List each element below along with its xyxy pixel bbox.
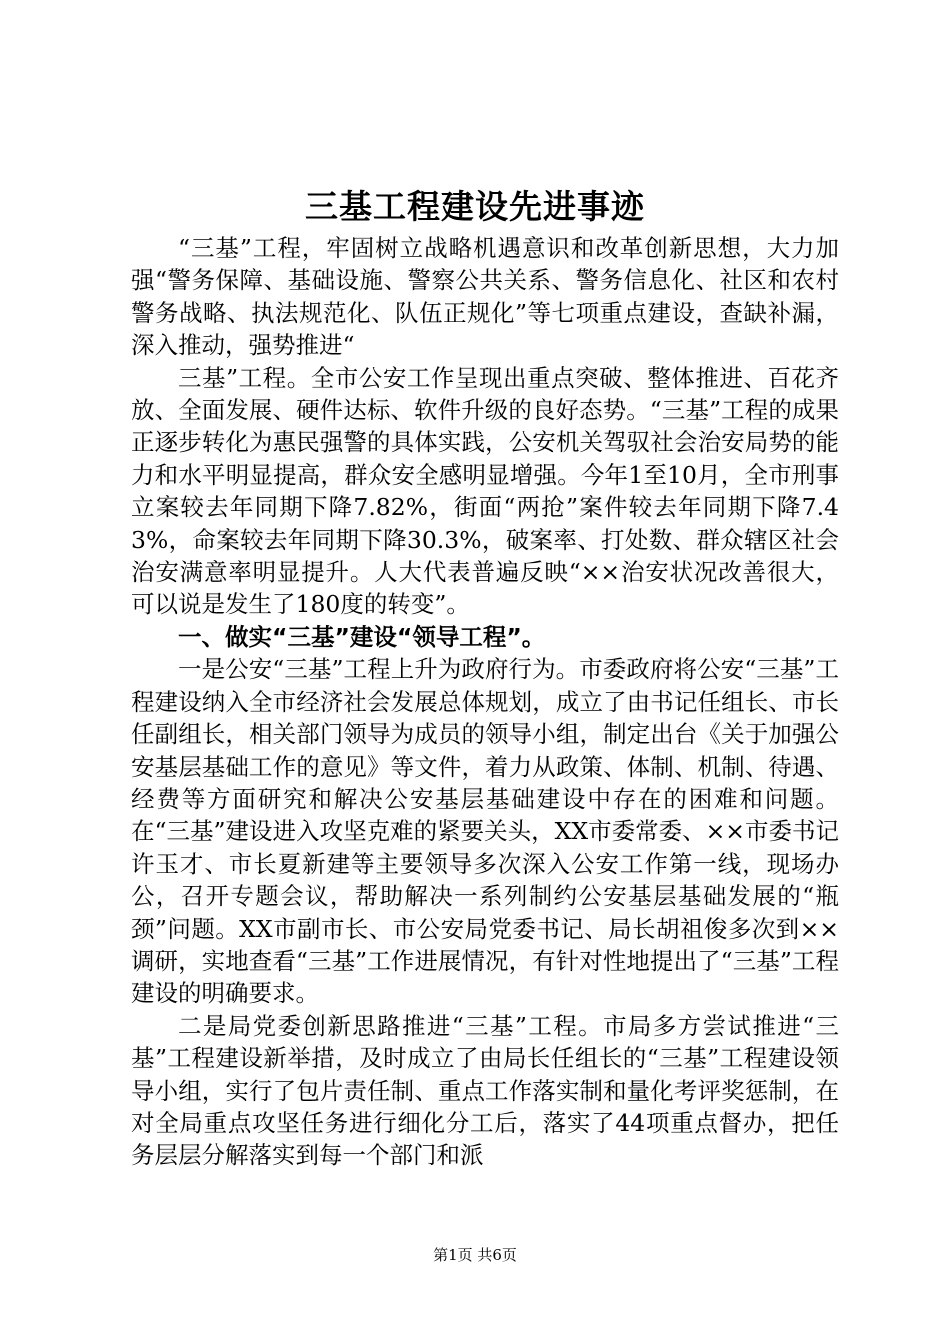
paragraph-intro: “三基”工程，牢固树立战略机遇意识和改革创新思想，大力加强“警务保障、基础设施、警察公共关系、警务信息化、社区和农村警务战略、执法规范化、队伍正规化”等七项重点建设，查缺补漏，深入推动，强势推进“ — [131, 234, 839, 360]
paragraph-government: 一是公安“三基”工程上升为政府行为。市委政府将公安“三基”工程建设纳入全市经济社会发展总体规划，成立了由书记任组长、市长任副组长，相关部门领导为成员的领导小组，制定出台《关于加强公安基层基础工作的意见》等文件，着力从政策、体制、机制、待遇、经费等方面研究和解决公安基层基础建设中存在的困难和问题。在“三基”建设进入攻坚克难的紧要关头，XX市委常委、××市委书记许玉才、市长夏新建等主要领导多次深入公安工作第一线，现场办公，召开专题会议，帮助解决一系列制约公安基层基础发展的“瓶颈”问题。XX市副市长、市公安局党委书记、局长胡祖俊多次到××调研，实地查看“三基”工作进展情况，有针对性地提出了“三基”工程建设的明确要求。 — [131, 655, 839, 1008]
paragraph-results: 三基”工程。全市公安工作呈现出重点突破、整体推进、百花齐放、全面发展、硬件达标、软件升级的良好态势。“三基”工程的成果正逐步转化为惠民强警的具体实践，公安机关驾驭社会治安局势的能力和水平明显提高，群众安全感明显增强。今年1至10月，全市刑事立案较去年同期下降7.82%，街面“两抢”案件较去年同期下降7.43%，命案较去年同期下降30.3%，破案率、打处数、群众辖区社会治安满意率明显提升。人大代表普遍反映“××治安状况改善很大，可以说是发生了180度的转变”。 — [131, 363, 839, 619]
section-heading: 一、做实“三基”建设“领导工程”。 — [178, 622, 546, 651]
page-title: 三基工程建设先进事迹 — [305, 187, 645, 226]
page-footer: 第1页 共6页 — [433, 1246, 517, 1264]
document-body — [131, 232, 839, 1172]
paragraph-party-committee: 二是局党委创新思路推进“三基”工程。市局多方尝试推进“三基”工程建设新举措，及时成立了由局长任组长的“三基”工程建设领导小组，实行了包片责任制、重点工作落实制和量化考评奖惩制，在对全局重点攻坚任务进行细化分工后，落实了44项重点督办，把任务层层分解落实到每一个部门和派 — [131, 1011, 839, 1170]
